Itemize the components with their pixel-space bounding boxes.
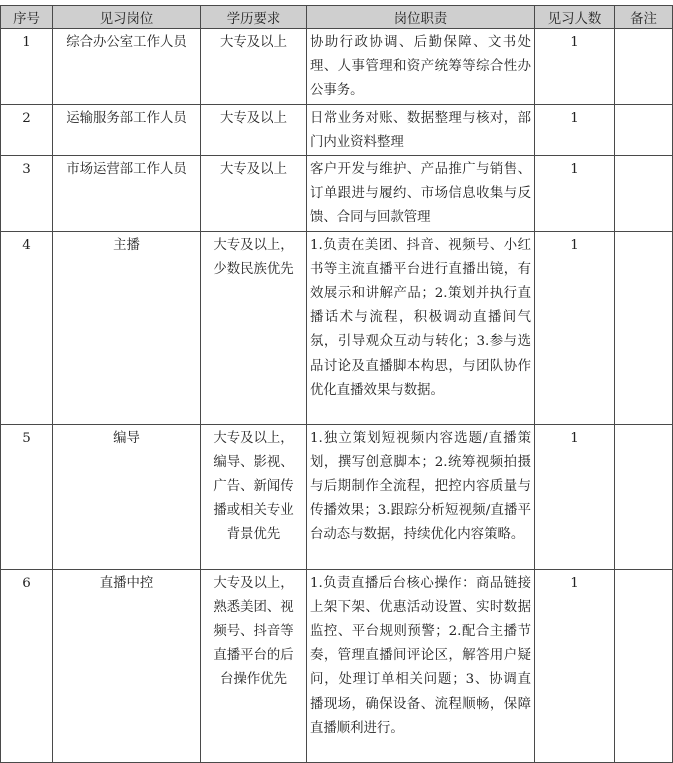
row-position: 综合办公室工作人员 [53, 29, 201, 105]
row-note [615, 231, 673, 424]
row-education: 大专及以上 [201, 156, 307, 232]
row-count: 1 [535, 29, 615, 105]
row-no: 3 [1, 156, 53, 232]
row-no: 4 [1, 231, 53, 424]
row-count: 1 [535, 104, 615, 155]
table-row [1, 29, 673, 105]
row-education: 大专及以上 [201, 29, 307, 105]
row-position: 运输服务部工作人员 [53, 104, 201, 155]
row-count: 1 [535, 231, 615, 424]
row-position: 编导 [53, 424, 201, 569]
row-note [615, 29, 673, 105]
table-row [1, 424, 673, 569]
row-position: 主播 [53, 231, 201, 424]
header-note: 备注 [615, 6, 673, 29]
row-no: 5 [1, 424, 53, 569]
row-duties: 1.负责在美团、抖音、视频号、小红书等主流直播平台进行直播出镜，有效展示和讲解产品；2.策划并执行直播话术与流程，积极调动直播间气氛，引导观众互动与转化；3.参与选品讨论及直播脚本构思，与团队协作优化直播效果与数据。 [307, 231, 535, 424]
header-position: 见习岗位 [53, 6, 201, 29]
row-count: 1 [535, 424, 615, 569]
row-count: 1 [535, 569, 615, 762]
internship-positions-table [0, 5, 673, 763]
table-row [1, 156, 673, 232]
row-duties: 客户开发与维护、产品推广与销售、订单跟进与履约、市场信息收集与反馈、合同与回款管理 [307, 156, 535, 232]
row-duties: 协助行政协调、后勤保障、文书处理、人事管理和资产统筹等综合性办公事务。 [307, 29, 535, 105]
row-duties: 1.独立策划短视频内容选题/直播策划，撰写创意脚本；2.统筹视频拍摄与后期制作全流程，把控内容质量与传播效果；3.跟踪分析短视频/直播平台动态与数据，持续优化内容策略。 [307, 424, 535, 569]
header-duties: 岗位职责 [307, 6, 535, 29]
header-education: 学历要求 [201, 6, 307, 29]
header-row [1, 6, 673, 29]
header-count: 见习人数 [535, 6, 615, 29]
row-note [615, 156, 673, 232]
row-no: 2 [1, 104, 53, 155]
row-duties: 1.负责直播后台核心操作：商品链接上架下架、优惠活动设置、实时数据监控、平台规则预警；2.配合主播节奏，管理直播间评论区，解答用户疑问，处理订单相关问题；3、协调直播现场，确保设备、流程顺畅，保障直播顺利进行。 [307, 569, 535, 762]
row-education: 大专及以上，少数民族优先 [201, 231, 307, 424]
row-education: 大专及以上 [201, 104, 307, 155]
row-position: 直播中控 [53, 569, 201, 762]
row-duties: 日常业务对账、数据整理与核对，部门内业资料整理 [307, 104, 535, 155]
row-note [615, 424, 673, 569]
row-education: 大专及以上，编导、影视、广告、新闻传播或相关专业背景优先 [201, 424, 307, 569]
row-note [615, 104, 673, 155]
row-education: 大专及以上，熟悉美团、视频号、抖音等直播平台的后台操作优先 [201, 569, 307, 762]
table-row [1, 569, 673, 762]
row-note [615, 569, 673, 762]
header-no: 序号 [1, 6, 53, 29]
row-position: 市场运营部工作人员 [53, 156, 201, 232]
row-count: 1 [535, 156, 615, 232]
table-row [1, 231, 673, 424]
row-no: 1 [1, 29, 53, 105]
row-no: 6 [1, 569, 53, 762]
table-row [1, 104, 673, 155]
